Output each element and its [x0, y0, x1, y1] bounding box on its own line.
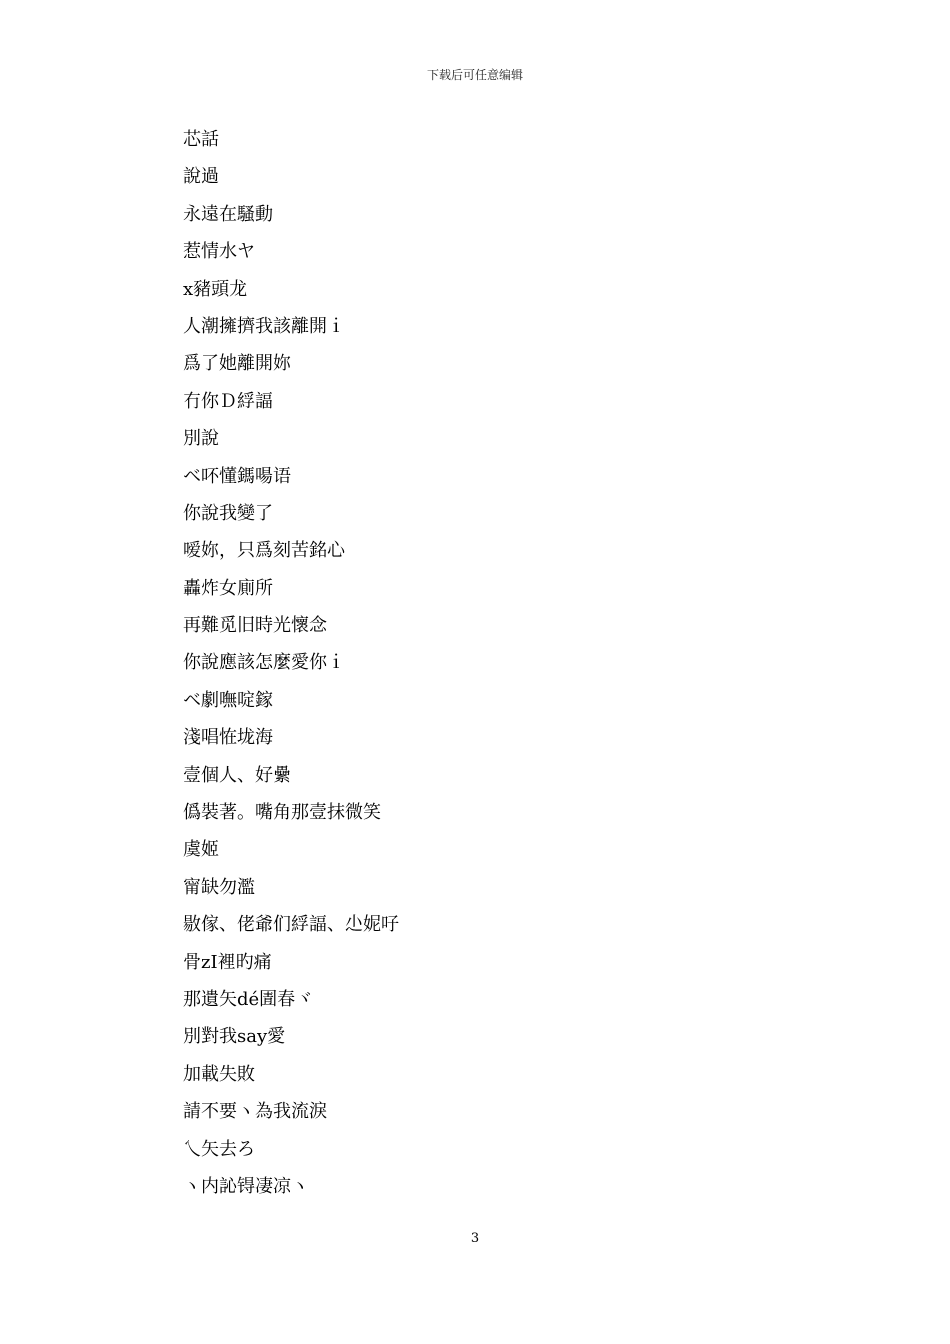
text-line: 惹情水ヤ: [183, 241, 255, 263]
text-line: 人潮擁擠我該離開ｉ: [183, 315, 345, 337]
text-line: ヽ内訫锝凄凉ヽ: [183, 1175, 309, 1197]
text-line: 別說: [183, 428, 219, 450]
text-line: 再難觅旧時光懷念: [183, 615, 327, 637]
text-line: ベ劇嘸啶鎵: [183, 689, 273, 711]
text-line: 淺唱恠垅海: [183, 727, 273, 749]
text-line: 骨zI裡旳痛: [183, 951, 272, 973]
text-line: 請不要ヽ為我流淚: [183, 1101, 327, 1123]
text-line: 芯話: [183, 129, 219, 150]
text-line: ベ吥懂鎷啺语: [183, 465, 291, 487]
text-line: 你說應該怎麼愛你ｉ: [183, 652, 345, 674]
text-line: 冇你Ｄ綒諨: [183, 390, 273, 412]
text-line: 嗳妳，只爲刻苦銘心: [183, 540, 345, 562]
page-header: 下载后可任意编辑: [426, 68, 523, 82]
text-line: 虞姬: [183, 839, 219, 861]
text-line: x豬頭龙: [183, 278, 248, 300]
text-line: 那遺矢dé圊春ヾ: [183, 988, 314, 1010]
page-number: 3: [470, 1231, 480, 1246]
text-line: 爲了她離開妳: [183, 353, 291, 375]
document-body: [183, 121, 783, 1205]
text-line: 你說我變了: [183, 502, 273, 524]
text-line: 乀矢去ろ: [183, 1138, 255, 1160]
text-line: 加載失敗: [183, 1063, 255, 1085]
text-line: 說過: [183, 166, 219, 188]
text-line: 僞裝著。嘴角那壹抹微笑: [183, 802, 381, 824]
text-line: 轟炸女廁所: [183, 577, 273, 599]
text-line: 壹個人、好纍: [183, 764, 291, 786]
text-line: 敭傢、佬爺们綒諨、尐妮吇: [183, 914, 399, 936]
text-line: 別對我say愛: [183, 1026, 286, 1048]
text-line: 永遠在騷動: [183, 203, 273, 225]
text-line: 甯缺勿濫: [183, 876, 255, 898]
